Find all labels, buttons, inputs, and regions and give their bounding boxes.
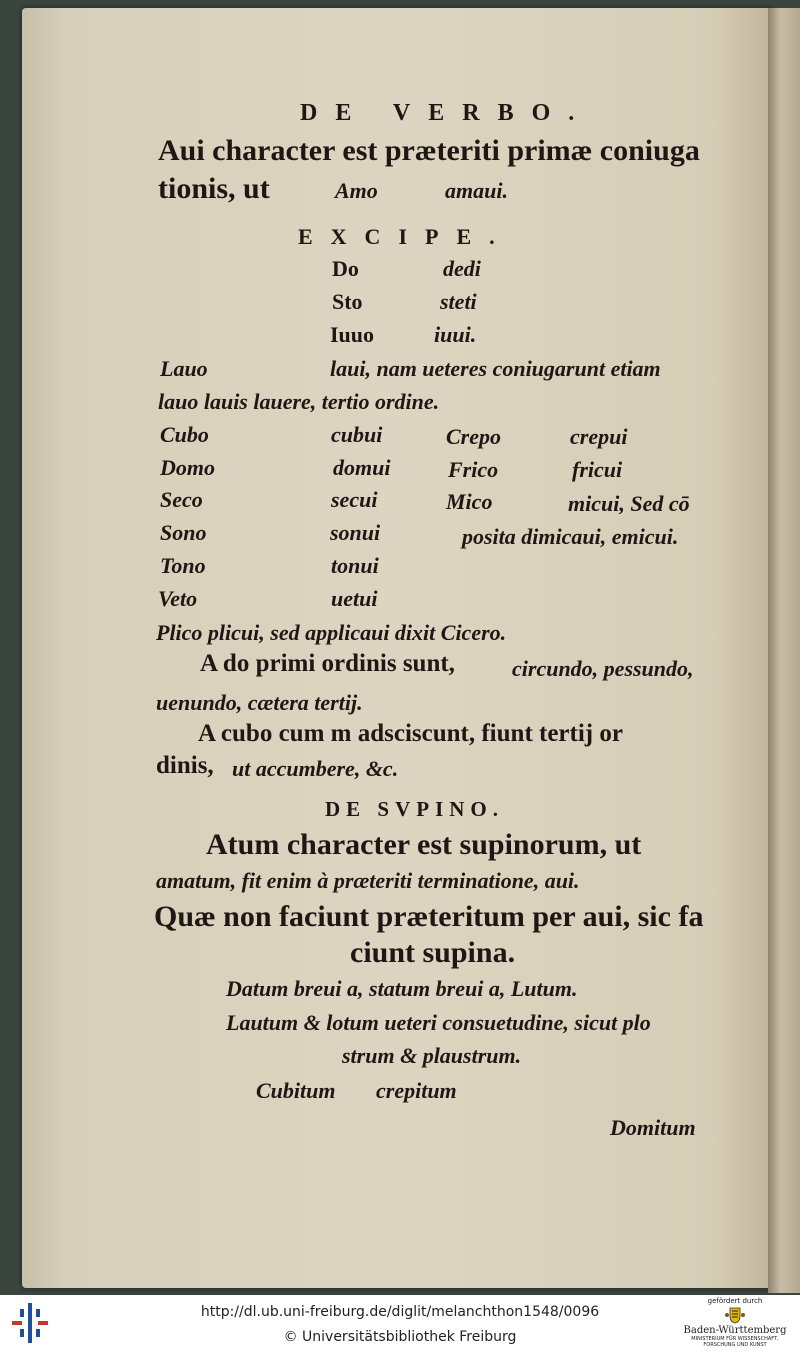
text-word: ut accumbere, &c. [232,756,399,781]
sponsor-block [676,1297,794,1351]
page-heading: DE VERBO. [300,100,593,126]
verb-cell: cubui [331,422,383,447]
text-line: amatum, fit enim à præteriti terminatione, aui. [156,868,580,893]
exception-word: Iuuo [330,322,375,347]
text-word: circundo, pessundo, [512,656,694,681]
text-line: Aui character est præteriti primæ coniuga [158,134,700,167]
verb-cell: Veto [158,586,198,611]
text-line: ciunt supina. [350,936,516,969]
verb-cell: crepui [570,424,628,449]
section-heading: DE SVPINO. [325,797,505,821]
copyright-text: © Universitätsbibliothek Freiburg [283,1329,517,1345]
text-word: dinis, [156,752,214,779]
text-line: Quæ non faciunt præteritum per aui, sic fa [154,900,704,933]
sponsor-name: Baden-Württemberg [683,1325,787,1336]
exception-word: Do [332,256,359,281]
text-word: crepitum [376,1078,457,1103]
catchword: Domitum [610,1115,696,1140]
verb-cell: Tono [160,553,206,578]
text-line: tionis, ut [158,172,270,205]
text-line: lauo lauis lauere, tertio ordine. [158,389,440,414]
sponsor-ministry: MINISTERIUM FÜR WISSENSCHAFT, FORSCHUNG UND KUNST [691,1336,779,1348]
verb-cell: Cubo [160,422,209,447]
text-line: A cubo cum m adsciscunt, fiunt tertij or [198,720,623,747]
text-line: A do primi ordinis sunt, [200,650,455,677]
sponsor-label: gefördert durch [707,1297,763,1305]
verb-cell: posita dimicaui, emicui. [462,524,679,549]
text-line: uenundo, cætera tertij. [156,690,363,715]
state-crest-icon [724,1306,746,1324]
text-word: Lauo [160,356,208,381]
verb-cell: Seco [160,487,203,512]
verb-cell: sonui [330,520,381,545]
text-word: amaui. [445,178,508,203]
verb-cell: secui [331,487,378,512]
verb-cell: tonui [331,553,379,578]
text-line: Atum character est supinorum, ut [206,828,642,861]
verb-cell: domui [333,455,391,480]
verb-cell: Domo [160,455,215,480]
verb-cell: fricui [572,457,623,482]
text-line: strum & plaustrum. [342,1043,522,1068]
exception-word: Sto [332,289,363,314]
text-word: Amo [335,178,378,203]
verb-cell: Frico [448,457,499,482]
next-page-edge [768,8,800,1293]
section-heading: EXCIPE. [298,224,513,249]
verb-cell: Crepo [446,424,501,449]
verb-cell: uetui [331,586,378,611]
exception-word: iuui. [434,322,477,347]
text-line: Lautum & lotum ueteri consuetudine, sicut plo [226,1010,651,1035]
text-line: Plico plicui, sed applicaui dixit Cicero. [156,620,507,645]
verb-cell: Sono [160,520,207,545]
footer-bar [0,1295,800,1353]
text-line: Datum breui a, statum breui a, Lutum. [226,976,578,1001]
text-word: Cubitum [256,1078,336,1103]
verb-cell: Mico [446,489,493,514]
text-line: laui, nam ueteres coniugarunt etiam [330,356,661,381]
verb-cell: micui, Sed cō [568,491,690,516]
permalink-url[interactable]: http://dl.ub.uni-freiburg.de/diglit/melanchthon1548/0096 [200,1304,600,1320]
exception-word: steti [440,289,477,314]
exception-word: dedi [443,256,481,281]
